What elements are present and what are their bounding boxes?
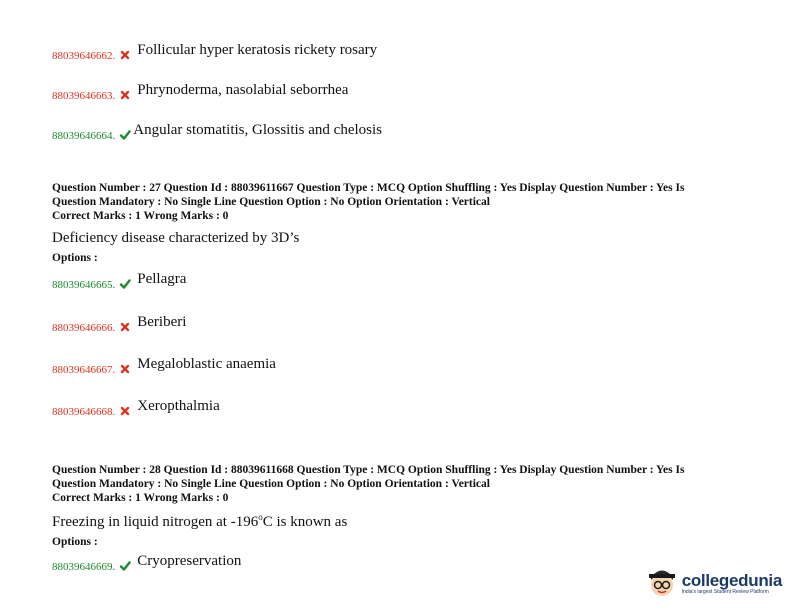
option-row	[52, 271, 186, 291]
degree-superscript: o	[258, 512, 263, 522]
option-id: 88039646669.	[52, 561, 116, 573]
option-id: 88039646665.	[52, 279, 116, 291]
option-text: Follicular hyper keratosis rickety rosary	[137, 42, 378, 58]
option-row	[52, 42, 377, 62]
option-id: 88039646664.	[52, 130, 116, 142]
option-id: 88039646668.	[52, 406, 116, 418]
student-mascot-icon	[645, 566, 679, 600]
question-meta	[52, 463, 742, 505]
meta-line: Question Number : 27 Question Id : 88039611667 Question Type : MCQ Option Shuffling : Yes Display Question Number : Yes Is	[52, 182, 685, 194]
meta-line: Question Number : 28 Question Id : 88039611668 Question Type : MCQ Option Shuffling : Yes Display Question Number : Yes Is	[52, 464, 685, 476]
meta-line: Question Mandatory : No Single Line Question Option : No Option Orientation : Vertical	[52, 196, 490, 208]
options-label: Options :	[52, 252, 98, 264]
check-icon	[119, 278, 131, 290]
option-row	[52, 356, 276, 376]
option-text: Xeropthalmia	[137, 398, 220, 414]
cross-icon	[119, 89, 131, 101]
question-text-part: C is known as	[262, 514, 348, 530]
option-row	[52, 553, 241, 573]
meta-line: Question Mandatory : No Single Line Question Option : No Option Orientation : Vertical	[52, 478, 490, 490]
logo-name: collegedunia	[681, 571, 782, 590]
option-row	[52, 398, 220, 418]
question-text-part: Freezing in liquid nitrogen at -196	[52, 514, 259, 530]
question-text: Deficiency disease characterized by 3D’s	[52, 230, 300, 246]
options-label: Options :	[52, 536, 98, 548]
cross-icon	[119, 49, 131, 61]
option-text: Beriberi	[137, 314, 187, 330]
marks-line: Correct Marks : 1 Wrong Marks : 0	[52, 492, 229, 504]
option-text: Phrynoderma, nasolabial seborrhea	[137, 82, 349, 98]
collegedunia-logo	[645, 566, 782, 600]
logo-text	[682, 571, 782, 595]
option-id: 88039646666.	[52, 322, 116, 334]
option-id: 88039646662.	[52, 50, 116, 62]
option-text: Cryopreservation	[137, 553, 242, 569]
option-row	[52, 82, 348, 102]
cross-icon	[119, 321, 131, 333]
question-meta	[52, 181, 742, 223]
option-id: 88039646663.	[52, 90, 116, 102]
logo-tagline: India's largest Student Review Platform	[681, 589, 769, 595]
check-icon	[119, 560, 131, 572]
check-icon	[119, 129, 131, 141]
marks-line: Correct Marks : 1 Wrong Marks : 0	[52, 210, 229, 222]
question-text	[52, 512, 347, 531]
option-row	[52, 314, 186, 334]
cross-icon	[119, 405, 131, 417]
option-text: Megaloblastic anaemia	[137, 356, 276, 372]
option-row	[52, 122, 382, 142]
option-text: Pellagra	[137, 271, 187, 287]
option-id: 88039646667.	[52, 364, 116, 376]
option-text: Angular stomatitis, Glossitis and chelosis	[133, 122, 382, 138]
cross-icon	[119, 363, 131, 375]
